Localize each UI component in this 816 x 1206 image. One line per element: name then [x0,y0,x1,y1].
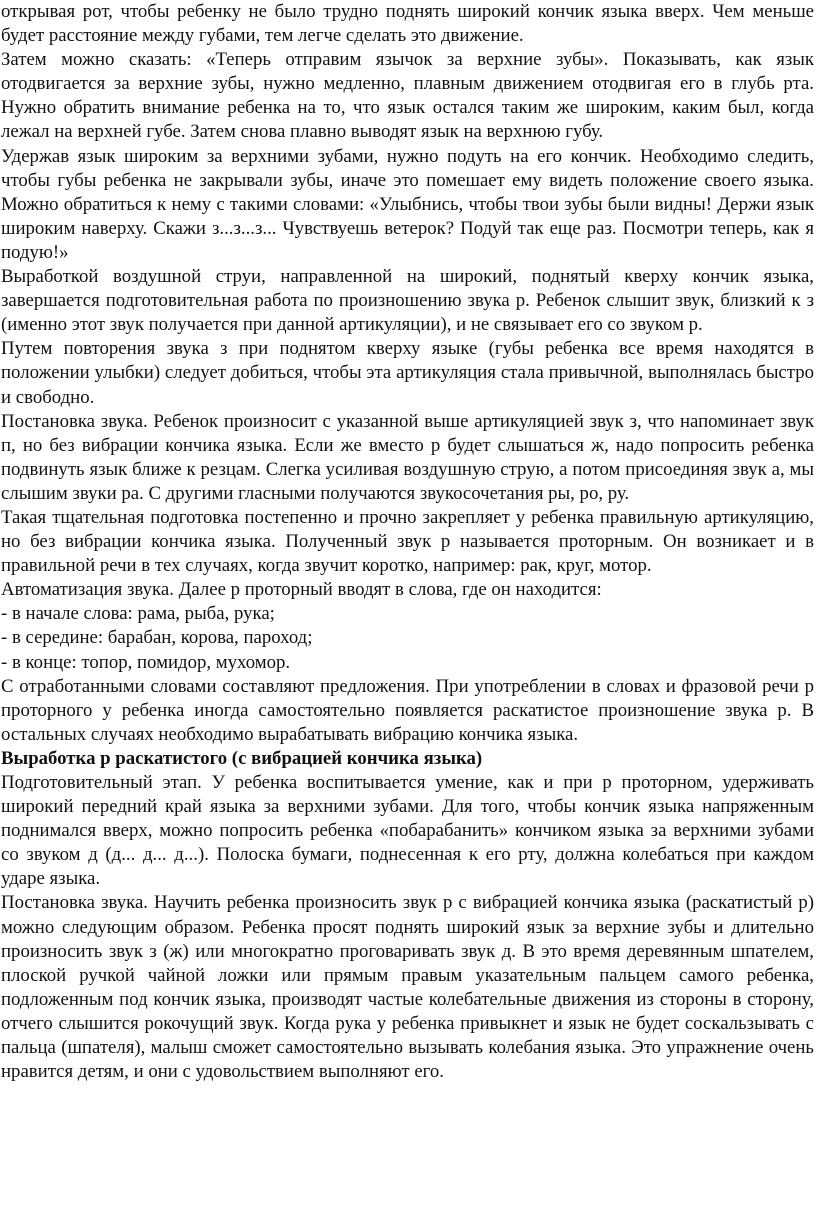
paragraph-sentences: С отработанными словами составляют предложения. При употреблении в словах и фразовой речи р проторного у ребенка иногда самостоятельно появляется раскатистое произношение звука р. В остальных случаях необходимо вырабатывать вибрацию кончика языка. [1,675,814,745]
paragraph-sound-setting: Постановка звука. Ребенок произносит с указанной выше артикуляцией звук з, что напоминает звук п, но без вибрации кончика языка. Если же вместо р будет слышаться ж, надо попросить ребенка подвинуть язык ближе к резцам. Слегка усиливая воздушную струю, а потом присоединяя звук а, мы слышим звуки ра. С другими гласными получаются звукосочетания ры, ро, ру. [1,410,814,504]
paragraph-blow-on-tip: Удержав язык широким за верхними зубами, нужно подуть на его кончик. Необходимо следить, чтобы губы ребенка не закрывали зубы, иначе это помешает ему видеть положение своего языка. Можно обратиться к нему с такими словами: «Улыбнись, чтобы твои зубы были видны! Держи язык широким наверху. Скажи з...з...з... Чувствуешь ветерок? Подуй так еще раз. Посмотри теперь, как я подую!» [1,145,814,263]
paragraph-tongue-behind-teeth: Затем можно сказать: «Теперь отправим язычок за верхние зубы». Показывать, как язык отодвигается за верхние зубы, нужно медленно, плавным движением отодвигая его в глубь рта. Нужно обратить внимание ребенка на то, что язык остался таким же широким, каким был, когда лежал на верхней губе. Затем снова плавно выводят язык на верхнюю губу. [1,49,814,143]
list-item-word-end: - в конце: топор, помидор, мухомор. [1,651,291,673]
list-item-word-middle: - в середине: барабан, корова, пароход; [1,627,313,649]
paragraph-repetition: Путем повторения звука з при поднятом кверху языке (губы ребенка все время находятся в положении улыбки) следует добиться, чтобы эта артикуляция стала привычной, выполнялась быстро и свободно. [1,338,814,408]
section-heading: Выработка р раскатистого (с вибрацией кончика языка) [1,747,483,769]
paragraph-preparatory-stage: Подготовительный этап. У ребенка воспитывается умение, как и при р проторном, удерживать широкий передний край языка за верхними зубами. Для того, чтобы кончик языка напряженным поднимался вверх, можно попросить ребенка «побарабанить» кончиком языка за верхними зубами со звуком д (д... д... д...). Полоска бумаги, поднесенная к его рту, должна колебаться при каждом ударе языка. [1,772,814,890]
paragraph-air-stream: Выработкой воздушной струи, направленной на широкий, поднятый кверху кончик языка, завершается подготовительная работа по произношению звука р. Ребенок слышит звук, близкий к з (именно этот звук получается при данной артикуляции), и не связывает его со звуком р. [1,266,814,336]
paragraph-vibration-setting: Постановка звука. Научить ребенка произносить звук р с вибрацией кончика языка (раскатистый р) можно следующим образом. Ребенка просят поднять широкий язык за верхние зубы и длительно произносить звук з (ж) или многократно проговаривать звук д. В это время деревянным шпателем, плоской ручкой чайной ложки или прямым правым указательным пальцем самого ребенка, подложенным под кончик языка, производят частые колебательные движения из стороны в сторону, отчего слышится рокочущий звук. Когда рука у ребенка привыкнет и язык не будет соскальзывать с пальца (шпателя), малыш сможет самостоятельно вызывать колебания языка. Это упражнение очень нравится детям, и они с удовольствием выполняют его. [1,892,814,1083]
paragraph-mouth-opening: открывая рот, чтобы ребенку не было трудно поднять широкий кончик языка вверх. Чем меньше будет расстояние между губами, тем легче сделать это движение. [1,1,814,47]
automation-intro: Автоматизация звука. Далее р проторный вводят в слова, где он находится: [1,579,602,601]
paragraph-proto-sound: Такая тщательная подготовка постепенно и прочно закрепляет у ребенка правильную артикуляцию, но без вибрации кончика языка. Полученный звук р называется проторным. Он возникает и в правильной речи в тех случаях, когда звучит коротко, например: рак, круг, мотор. [1,506,814,577]
list-item-word-start: - в начале слова: рама, рыба, рука; [1,603,275,625]
